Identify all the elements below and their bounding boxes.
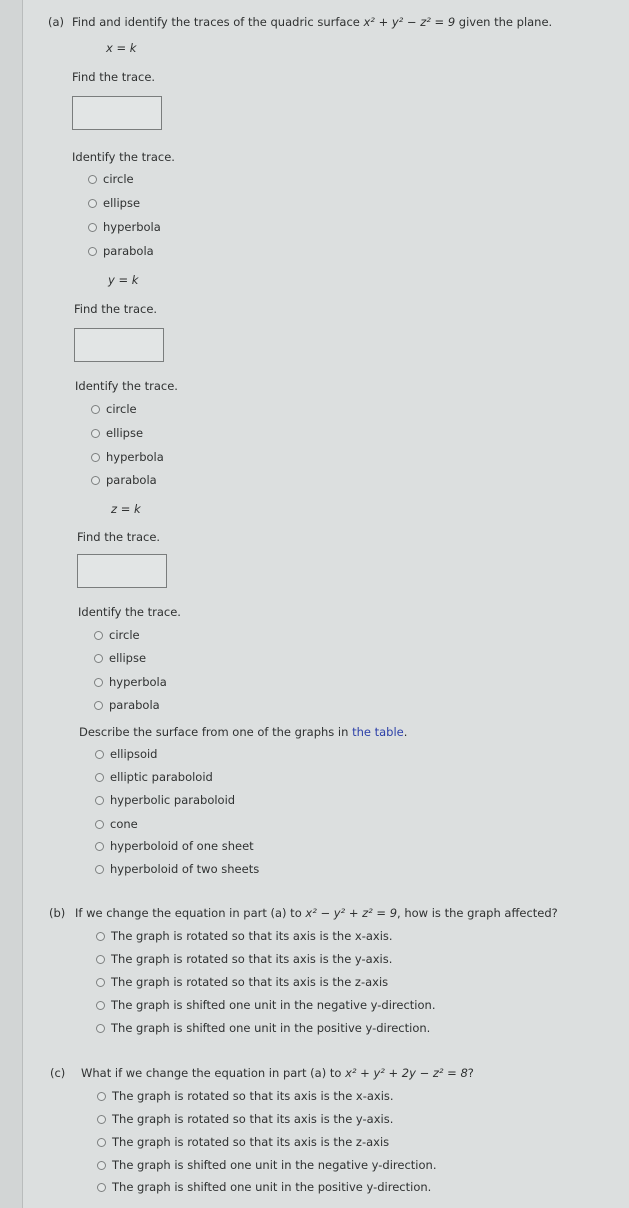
option-hyperbola-y[interactable]: hyperbola xyxy=(91,450,164,464)
part-b-equation: x² − y² + z² = 9 xyxy=(305,906,398,920)
radio-button[interactable] xyxy=(95,865,104,874)
option-hyperbola-z[interactable]: hyperbola xyxy=(94,675,167,689)
option-circle-x[interactable]: circle xyxy=(88,172,134,186)
option-elliptic-paraboloid[interactable]: elliptic paraboloid xyxy=(95,770,213,784)
identify-trace-label-y: Identify the trace. xyxy=(75,379,178,393)
part-a-question: Find and identify the traces of the quadric surface x² + y² − z² = 9 given the plane. xyxy=(72,15,553,29)
find-trace-label-y: Find the trace. xyxy=(74,302,158,316)
radio-button[interactable] xyxy=(97,1138,106,1147)
radio-button[interactable] xyxy=(88,247,97,256)
the-table-link[interactable]: the table xyxy=(352,725,404,739)
radio-button[interactable] xyxy=(88,223,97,232)
option-b-shift-negative-y[interactable]: The graph is shifted one unit in the negative y-direction. xyxy=(96,998,435,1012)
radio-button[interactable] xyxy=(88,175,97,184)
option-parabola-x[interactable]: parabola xyxy=(88,244,154,258)
option-ellipse-x[interactable]: ellipse xyxy=(88,196,140,210)
option-cone[interactable]: cone xyxy=(95,817,138,831)
part-c-equation: x² + y² + 2y − z² = 8 xyxy=(345,1066,468,1080)
option-c-x-axis[interactable]: The graph is rotated so that its axis is the x-axis. xyxy=(97,1089,394,1103)
trace-input-y[interactable] xyxy=(74,328,164,362)
radio-button[interactable] xyxy=(97,1161,106,1170)
option-hyperbola-x[interactable]: hyperbola xyxy=(88,220,161,234)
radio-button[interactable] xyxy=(91,453,100,462)
trace-input-x[interactable] xyxy=(72,96,162,130)
option-hyperbolic-paraboloid[interactable]: hyperbolic paraboloid xyxy=(95,793,235,807)
option-b-z-axis[interactable]: The graph is rotated so that its axis is the z-axis xyxy=(96,975,388,989)
radio-button[interactable] xyxy=(95,750,104,759)
option-parabola-z[interactable]: parabola xyxy=(94,698,160,712)
trace-input-z[interactable] xyxy=(77,554,167,588)
option-hyperboloid-one-sheet[interactable]: hyperboloid of one sheet xyxy=(95,839,254,853)
plane-x-equation: x = k xyxy=(106,41,137,55)
describe-surface-label: Describe the surface from one of the graphs in the table. xyxy=(79,725,408,739)
radio-button[interactable] xyxy=(94,654,103,663)
radio-button[interactable] xyxy=(95,796,104,805)
identify-trace-label-x: Identify the trace. xyxy=(72,150,175,164)
radio-button[interactable] xyxy=(95,773,104,782)
radio-button[interactable] xyxy=(94,678,103,687)
radio-button[interactable] xyxy=(96,955,105,964)
radio-button[interactable] xyxy=(97,1115,106,1124)
radio-button[interactable] xyxy=(95,842,104,851)
radio-button[interactable] xyxy=(96,978,105,987)
part-b-question: If we change the equation in part (a) to x² − y² + z² = 9, how is the graph affected? xyxy=(75,906,558,920)
plane-y-equation: y = k xyxy=(108,273,139,287)
option-ellipse-y[interactable]: ellipse xyxy=(91,426,143,440)
part-a-label: (a) xyxy=(48,15,65,29)
option-c-z-axis[interactable]: The graph is rotated so that its axis is the z-axis xyxy=(97,1135,389,1149)
radio-button[interactable] xyxy=(97,1183,106,1192)
radio-button[interactable] xyxy=(94,631,103,640)
option-b-shift-positive-y[interactable]: The graph is shifted one unit in the positive y-direction. xyxy=(96,1021,430,1035)
left-margin-bar xyxy=(0,0,23,1208)
radio-button[interactable] xyxy=(94,701,103,710)
radio-button[interactable] xyxy=(95,820,104,829)
identify-trace-label-z: Identify the trace. xyxy=(78,605,181,619)
option-c-shift-positive-y[interactable]: The graph is shifted one unit in the positive y-direction. xyxy=(97,1180,431,1194)
part-a-equation: x² + y² − z² = 9 xyxy=(363,15,456,29)
option-parabola-y[interactable]: parabola xyxy=(91,473,157,487)
option-circle-z[interactable]: circle xyxy=(94,628,140,642)
find-trace-label-z: Find the trace. xyxy=(77,530,161,544)
radio-button[interactable] xyxy=(91,405,100,414)
option-hyperboloid-two-sheets[interactable]: hyperboloid of two sheets xyxy=(95,862,259,876)
part-c-label: (c) xyxy=(50,1066,66,1080)
option-ellipsoid[interactable]: ellipsoid xyxy=(95,747,157,761)
option-circle-y[interactable]: circle xyxy=(91,402,137,416)
option-c-y-axis[interactable]: The graph is rotated so that its axis is the y-axis. xyxy=(97,1112,393,1126)
plane-z-equation: z = k xyxy=(111,502,141,516)
radio-button[interactable] xyxy=(96,1001,105,1010)
radio-button[interactable] xyxy=(96,1024,105,1033)
radio-button[interactable] xyxy=(96,932,105,941)
option-b-x-axis[interactable]: The graph is rotated so that its axis is the x-axis. xyxy=(96,929,393,943)
option-ellipse-z[interactable]: ellipse xyxy=(94,651,146,665)
part-c-question: What if we change the equation in part (a) to x² + y² + 2y − z² = 8? xyxy=(81,1066,474,1080)
part-b-label: (b) xyxy=(49,906,66,920)
radio-button[interactable] xyxy=(91,429,100,438)
option-b-y-axis[interactable]: The graph is rotated so that its axis is the y-axis. xyxy=(96,952,392,966)
option-c-shift-negative-y[interactable]: The graph is shifted one unit in the negative y-direction. xyxy=(97,1158,436,1172)
radio-button[interactable] xyxy=(97,1092,106,1101)
find-trace-label-x: Find the trace. xyxy=(72,70,156,84)
radio-button[interactable] xyxy=(91,476,100,485)
radio-button[interactable] xyxy=(88,199,97,208)
